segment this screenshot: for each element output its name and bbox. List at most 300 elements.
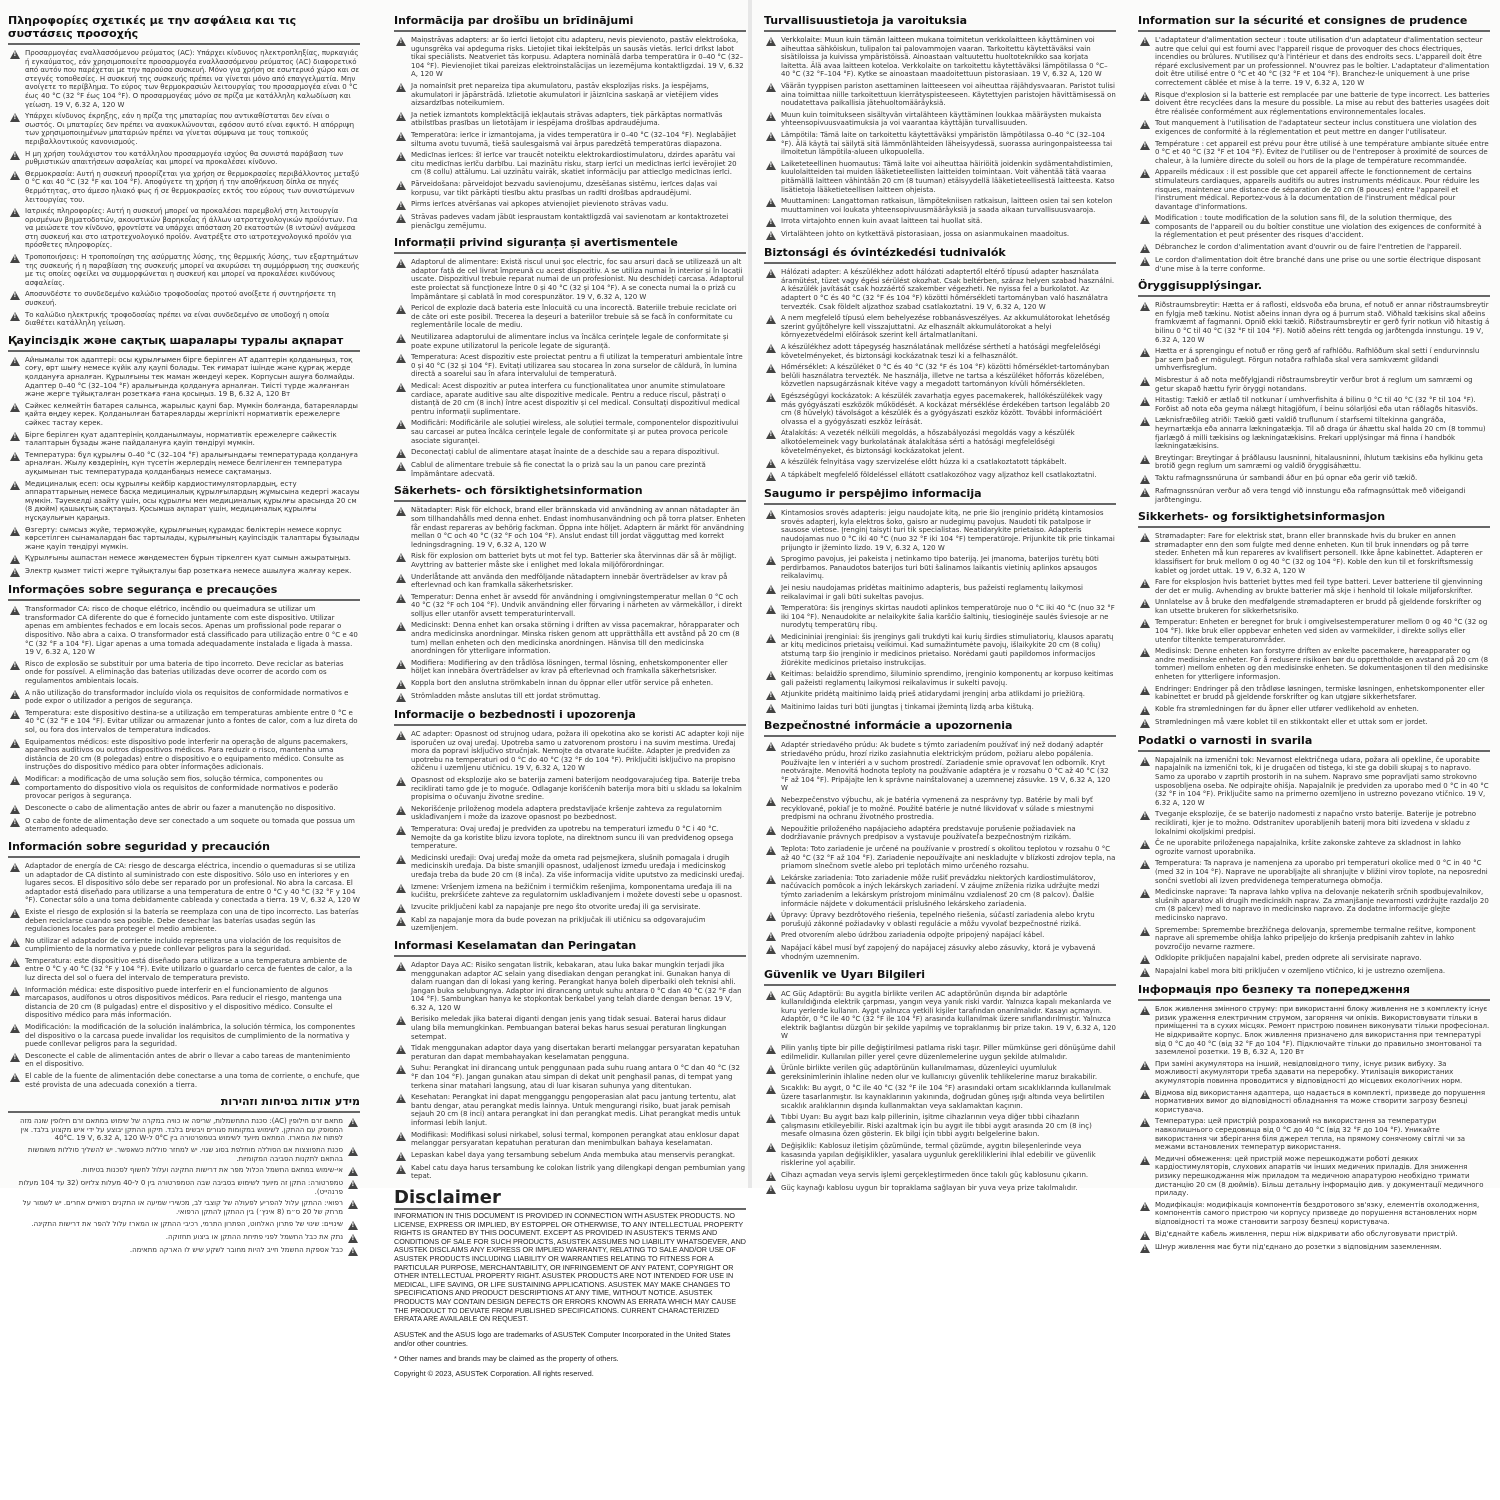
warning-text: Lämpötila: Tämä laite on tarkoitettu käytettäväksi ympäristön lämpötilassa 0–40 °C (32–104 °F). Älä käytä tai säilytä sitä lämmönlähteiden läheisyydessä, suorassa auringonpaisteessa tai ilmoitetun lämpötila-alueen ulkopuolella. <box>781 130 1113 157</box>
warning-item <box>394 692 746 702</box>
section-title: Güvenlik ve Uyarı Bilgileri <box>764 968 1116 986</box>
warning-item <box>1138 1155 1490 1198</box>
warning-item <box>1138 954 1490 964</box>
warning-item <box>1138 1117 1490 1151</box>
warning-item <box>764 555 1116 581</box>
warning-triangle-icon <box>1140 927 1150 936</box>
warning-triangle-icon <box>396 132 406 141</box>
warning-text: Tveganje eksplozije, če se baterijo nadomesti z napačno vrsto baterije. Baterije je potrebno reciklirati, kjer je to možno. Odstranitev uporabljenih baterij mora biti izvedena v skladu z lokalnimi okoljskimi predpisi. <box>1155 810 1477 836</box>
warning-item <box>394 903 746 913</box>
warning-triangle-icon <box>766 315 776 324</box>
warning-text: Medicinski uređaji: Ovaj uređaj može da ometa rad pejsmejkera, slušnih pomagala i drugih medicinskih uređaja. Da biste smanjili opasnost, udaljenost između uređaja i medicinskog uređaja treba da bude 20 cm (8 inča). Za više informacija vidite uputstvo za medicinski uređaj. <box>411 853 745 879</box>
warning-item <box>764 1064 1116 1081</box>
warning-text: Risk för explosion om batteriet byts ut mot fel typ. Batterier ska återvinnas där så är möjligt. Avyttring av batterier måste ske i enlighet med lokala miljöförordningar. <box>411 552 737 569</box>
warning-text: Сәйкес келмейтін батарея салынса, жарылыс қаупі бар. Мүмкін болғанда, батареяларды қайта өңдеу керек. Қолданылған батареяларды жергілікті нормативтік ережелерге сәйкес тастау керек. <box>25 401 358 427</box>
warning-text: Від'єднайте кабель живлення, перш ніж відкривати або обслуговувати пристрій. <box>1155 1229 1458 1238</box>
warning-text: L'adaptateur d'alimentation secteur : toute utilisation d'un adaptateur d'alimentation secteur autre que celui qui est fourni avec l'appareil risque de provoquer des chocs électriques, incendies ou brûlures. N'utilisez qu'à l'intérieur et dans des endroits secs. L'appareil doit être réparé exclusivement par un professionnel. N'ouvrez pas le boîtier. L'adaptateur d'alimentation doit être utilisé entre 0 °C et 40 °C (32 °F et 104 °F). Branchez-le uniquement à une prise correctement câblée et mise à la terre. 19 V, 6.32 A, 120 W <box>1155 36 1490 87</box>
warning-triangle-icon <box>10 555 20 564</box>
safety-section <box>394 236 746 478</box>
warning-triangle-icon <box>1140 475 1150 484</box>
safety-section <box>394 484 746 702</box>
warning-triangle-icon <box>766 1185 776 1194</box>
warning-text: Le cordon d'alimentation doit être branché dans une prise ou une sortie électrique disposant d'une mise à la terre conforme. <box>1155 256 1481 273</box>
warning-item <box>8 986 360 1020</box>
warning-item <box>8 526 360 552</box>
warning-item <box>394 1044 746 1061</box>
warning-item <box>764 1171 1116 1181</box>
warning-text: Adaptador de energía de CA: riesgo de descarga eléctrica, incendio o quemaduras si se utiliza un adaptador de CA distinto al suministrado con este dispositivo. Sólo uso en interiores y en lugares secos. El dispositivo sólo debe ser reparado por un profesional. No abra la carcasa. El adaptador está diseñado para utilizarse a una temperatura de entre 0 °C y 40 °C (32 °F y 104 °F). Conectar sólo a una toma debidamente cableada y conectada a tierra. 19 V, 6.32 A, 120 W <box>25 861 360 905</box>
warning-item <box>764 931 1116 941</box>
warning-text: Tıbbi Uyarı: Bu aygıt bazı kalp pillerinin, işitme cihazlarının veya diğer tıbbi cihazların çalışmasını etkileyebilir. Riski azaltmak için bu aygıt ile tıbbi aygıt arasında 20 cm (8 inç) mesafe olmasına özen gösterin. Ek bilgi için tıbbi aygıtı belgelerine bakın. <box>781 1113 1092 1139</box>
column-1 <box>8 12 360 1254</box>
warning-item <box>1138 36 1490 88</box>
warning-text: Medicinskt: Denna enhet kan orsaka störning i driften av vissa pacemakrar, hörapparater och andra medicinska anordningar. Minska risken genom att upprätthålla ett avstånd på 20 cm (8 tum) mellan enheten och den medicinska anordningen. Hänvisa till den medicinska anordningen för ytterligare information. <box>411 621 740 656</box>
warning-triangle-icon <box>396 1045 406 1054</box>
warning-triangle-icon <box>10 739 20 748</box>
warning-triangle-icon <box>1140 92 1150 101</box>
warning-triangle-icon <box>766 430 776 439</box>
warning-text: Modifikasi: Modifikasi solusi nirkabel, solusi termal, komponen perangkat atau enklosur dapat melanggar persyaratan kepatuhan peraturan dan menimbulkan bahaya keselamatan. <box>411 1130 740 1148</box>
warning-text: AC adapter: Opasnost od strujnog udara, požara ili opekotina ako se koristi AC adapter koji nije isporučen uz ovaj uređaj. Upotreba samo u zatvorenom prostoru i na suvim mestima. Uređaj mora da popravi isključivo stručnjak. Nemojte da otvarate kućište. Adapter je predviđen za upotrebu na temperaturi od 0 °C do 40 °C (32 °F do 104 °F). Priključiti isključivo na propisno ožičenu i uzemljenu utičnicu. 19 V, 6.32 A, 120 W <box>411 730 745 773</box>
warning-triangle-icon <box>396 574 406 583</box>
warning-triangle-icon <box>766 585 776 594</box>
warning-triangle-icon <box>10 1053 20 1062</box>
warning-triangle-icon <box>396 855 406 864</box>
warning-text: Шнур живлення має бути під'єднано до розетки з відповідним заземленням. <box>1155 1242 1442 1251</box>
warning-item <box>8 709 360 735</box>
section-title: Información sobre seguridad y precaución <box>8 840 360 858</box>
warning-triangle-icon <box>1140 169 1150 178</box>
warning-triangle-icon <box>396 1132 406 1141</box>
warning-text: Virtalähteen johto on kytkettävä pistorasiaan, jossa on asianmukainen maadoitus. <box>781 230 1070 239</box>
warning-triangle-icon <box>1140 811 1150 820</box>
warning-triangle-icon <box>396 680 406 689</box>
warning-triangle-icon <box>1140 889 1150 898</box>
safety-section <box>8 334 360 577</box>
warning-triangle-icon <box>766 671 776 680</box>
warning-text: Προσαρμογέας εναλλασσόμενου ρεύματος (AC): Υπάρχει κίνδυνος ηλεκτροπληξίας, πυρκαγιάς ή εγκαύματος, εάν χρησιμοποιείτε προσαρμογέα εναλλασσόμενου ρεύματος (AC) διαφορετικό από αυτόν που παρέχεται με την παρούσα συσκευή. Μόνο για χρήση σε εσωτερικό χώρο και σε στεγνές τοποθεσίες. Η συσκευή της συσκευής πρέπει να γίνεται μόνο από επαγγελματία. Μην ανοίγετε το περίβλημα. Το εύρος των θερμοκρασιών λειτουργίας του προσαρμογέα είναι 0 °C έως 40 °C (32 °F έως 104 °F). Ο προσαρμογέας μόνο σε πρίζα με κατάλληλη καλωδίωση και γείωση. 19 V, 6.32 A, 120 W <box>25 49 360 109</box>
warning-triangle-icon <box>10 661 20 670</box>
warning-triangle-icon <box>766 742 776 751</box>
warning-text: Відмова від використання адаптера, що надається в комплекті, призведе до порушення нормативних вимог до відповідності обладнання та може створити загрозу безпеці користувача. <box>1155 1088 1486 1114</box>
warning-item <box>8 1072 360 1089</box>
section-title: Saugumo ir perspėjimo informacija <box>764 487 1116 505</box>
warning-text: Sprogimo pavojus, jei pakeista į netinkamo tipo bateriją. Jei įmanoma, baterijos turėtų būti perdirbamos. Panaudotos baterijos turi būti šalinamos laikantis vietinių aplinkos apsaugos reikalavimų. <box>781 555 1099 581</box>
warning-text: A készülékhez adott tápegység használatának mellőzése sérthetí a hatósági megfelelőségi követelményeket, és biztonsági kockázatnak teszi ki a felhasználót. <box>781 343 1101 360</box>
warning-triangle-icon <box>766 459 776 468</box>
warning-item <box>1138 214 1490 240</box>
warning-triangle-icon <box>766 1085 776 1094</box>
warning-text: Desconecte el cable de alimentación antes de abrir o llevar a cabo tareas de mantenimiento en el dispositivo. <box>25 1051 351 1069</box>
warning-triangle-icon <box>766 269 776 278</box>
warning-triangle-icon <box>1140 1006 1150 1015</box>
warning-text: Ja netiek izmantots komplektācijā iekļautais strāvas adapters, tiek pārkāptas normatīvās atbilstības prasības un lietotājam ir iespējama drošības apdraudējuma. <box>411 110 723 128</box>
warning-item <box>764 363 1116 389</box>
warning-item <box>764 392 1116 426</box>
warning-text: Cablul de alimentare trebuie să fie conectat la o priză sau la un panou care prezintă împământare adecvată. <box>411 461 706 478</box>
warning-text: Fare for eksplosjon hvis batteriet byttes med feil type batteri. Lever batteriene til gjenvinning der det er mulig. Avhending av brukte batterier må skje i henhold til lokale miljøforskrifter. <box>1155 578 1483 595</box>
warning-triangle-icon <box>1140 648 1150 657</box>
warning-item <box>1138 168 1490 211</box>
section-title: Informații privind siguranța și avertismentele <box>394 236 746 254</box>
warning-triangle-icon <box>396 806 406 815</box>
warning-item <box>1138 839 1490 856</box>
warning-text: Atjunkite pridėtą maitinimo laidą prieš atidarydami įrenginį arba atlikdami jo priežiūrą. <box>781 690 1085 699</box>
warning-triangle-icon <box>1140 860 1150 869</box>
warning-item <box>764 874 1116 908</box>
warning-triangle-icon <box>396 826 406 835</box>
warning-item <box>394 419 746 445</box>
section-title: Turvallisuustietoja ja varoituksia <box>764 14 1116 32</box>
warning-text: Opasnost od eksplozije ako se baterija zameni baterijom neodgovarajućeg tipa. Baterije treba reciklirati tamo gde je to moguće. Odlaganje korišćenih baterija mora biti u skladu sa lokalnim propisima o očuvanju životne sredine. <box>411 776 742 802</box>
warning-triangle-icon <box>396 214 406 223</box>
warning-triangle-icon <box>10 818 20 827</box>
warning-triangle-icon <box>1140 719 1150 728</box>
warning-triangle-icon <box>10 606 20 615</box>
warning-text: Egészségügyi kockázatok: A készülék zavarhatja egyes pacemakerek, hallókészülékek vagy más gyógyászati eszközök működését. A kockázat mérséklése érdekében tartson legalább 20 cm (8 hüvelyk) távolságot a készülék és a gyógyászati eszköz között. További információért olvassa el a gyógyászati eszköz leírását. <box>781 392 1110 426</box>
warning-text: No utilizar el adaptador de corriente incluido representa una violación de los requisitos de cumplimiento de la normativa y puede conllevar peligros para la seguridad. <box>25 936 341 954</box>
warning-triangle-icon <box>1140 757 1150 766</box>
warning-text: Endringer: Endringer på den trådløse løsningen, termiske løsningen, enhetskomponenter eller kabinettet er brudd på gjeldende forskrifter og kan utgjøre sikkerhetsfarer. <box>1155 684 1485 702</box>
warning-text: Nätadapter: Risk för elchock, brand eller brännskada vid användning av annan nätadapter än som tillhandahålls med denna enhet. Endast inomhusanvändning och på torra platser. Enheten får endast repareras av behörig fackman. Öppna inte höljet. Adaptern är märkt för användning mellan 0 °C och 40 °C (32 °F och 104 °F). Anslut endast till jordat vägguttag med korrekt ledningsdragning. 19 V, 6.32 A, 120 W <box>411 506 746 549</box>
warning-triangle-icon <box>766 364 776 373</box>
warning-item <box>394 961 746 1013</box>
warning-triangle-icon <box>766 932 776 941</box>
warning-text: Modification : toute modification de la solution sans fil, de la solution thermique, des composants de l'appareil ou du boîtier constitue une violation des exigences de conformité à la réglementation et peut présenter des risques d'accident. <box>1155 214 1482 240</box>
safety-section <box>764 246 1116 481</box>
warning-text: Pārveidošana: pārveidojot bezvadu savienojumu, dzesēšanas sistēmu, ierīces daļas vai korpusu, var tikt pārkāpti tiesību aktu prasības un radīti drošības apdraudējumi. <box>411 179 718 197</box>
warning-item <box>394 883 746 900</box>
warning-item <box>8 253 360 287</box>
warning-triangle-icon <box>396 181 406 190</box>
warning-text: Ιατρικές πληροφορίες: Αυτή η συσκευή μπορεί να προκαλέσει παρεμβολή στη λειτουργία ορισμένων βηματοδοτών, ακουστικών βαρηκοΐας ή άλλων ιατροτεχνολογικών προϊόντων. Για να μειώσετε τον κίνδυνο, φροντίστε να υπάρχει απόσταση 20 εκατοστών (8 ιντσών) ανάμεσα στη συσκευή και στο ιατροτεχνολογικό προϊόν. Ανατρέξτε στο ιατροτεχνολογικό προϊόν για πρόσθετες πληροφορίες. <box>25 207 358 250</box>
warning-text: Cihazı açmadan veya servis işlemi gerçekleştirmeden önce takılı güç kablosunu çıkarın. <box>781 1170 1089 1179</box>
warning-triangle-icon <box>766 691 776 700</box>
warning-text: Η μη χρήση τουλάχιστον του κατάλληλου προσαρμογέα ισχύος θα συνιστά παράβαση των ρυθμιστικών απαιτήσεων ασφαλείας και μπορεί να προκαλέσει κίνδυνο. <box>25 149 344 167</box>
warning-triangle-icon <box>1140 455 1150 464</box>
warning-text: Айнымалы ток адаптері: осы құрылғымен бірге берілген АТ адаптерін қолданыңыз, тоқ соғу, өрт шығу немесе күйік алу қаупі болады. Тек ғимарат ішінде және құрғақ жерде қолдануға арналған. Құрылғыны тек маман жөндеуі керек. Корпусын ашуға болмайды. Адаптер 0–40 °C (32–104 °F) аралығында қолдануға арналған. Тиісті түрде жалғанған және жерге тұйықталған розеткаға ғана қосыңыз. 19 В, 6.32 А, 120 Вт <box>25 355 355 399</box>
warning-text: Appareils médicaux : il est possible que cet appareil affecte le fonctionnement de certains stimulateurs cardiaques, appareils auditifs ou autres instruments médicaux. Pour réduire les risques, maintenez une distance de séparation de 20 cm (8 pouces) entre l'appareil et l'instrument médical. Reportez-vous à la documentation de l'instrument médical pour davantage d'informations. <box>1155 168 1480 211</box>
warning-text: Nebezpečenstvo výbuchu, ak je batéria vymenená za nesprávny typ. Batérie by mali byť recyklované, pokiaľ je to možné. Použité batérie je nutné likvidovať v súlade s miestnymi predpismi na ochranu životného prostredia. <box>781 796 1094 822</box>
warning-triangle-icon <box>10 254 20 263</box>
warning-item <box>8 957 360 983</box>
warning-item <box>8 660 360 686</box>
warning-triangle-icon <box>1140 1156 1150 1165</box>
warning-text: Το καλώδιο ηλεκτρικής τροφοδοσίας πρέπει να είναι συνδεδεμένο σε υποδοχή η οποία διαθέτει κατάλληλη γείωση. <box>25 310 330 328</box>
warning-item <box>8 738 360 772</box>
warning-item <box>764 825 1116 842</box>
warning-text: Pilin yanlış tipte bir pille değiştirilmesi patlama riski taşır. Piller mümkünse geri dönüşüme dahil edilmelidir. Kullanılan piller yerel çevre düzenlemelerine uygun şekilde atılmalıdır. <box>781 1044 1116 1061</box>
warning-triangle-icon <box>766 1065 776 1074</box>
warning-text: סכנת התפוצצות אם הסוללה מוחלפת בסוג שגוי. יש למחזר סוללות כשאפשר. יש להשליך סוללות משומשות בהתאם לתקנות הסביבה המקומיות. <box>27 1145 343 1163</box>
warning-text: Өзгерту: сымсыз жүйе, терможүйе, құрылғының құрамдас бөліктерін немесе корпус көрсетілген сынамалардан бас тартылады, құрылғының қауіпсіздік талаптары бұзылады және қауіп төндіруі мүмкін. <box>25 525 360 551</box>
warning-item <box>394 593 746 619</box>
warning-triangle-icon <box>1140 120 1150 129</box>
warning-triangle-icon <box>396 1152 406 1161</box>
warning-text: Unnlatelse av å bruke den medfølgende strømadapteren er brudd på gjeldende forskrifter og kan utsette brukeren for sikkerhetsrisiko. <box>1155 598 1482 615</box>
warning-item <box>8 431 360 448</box>
warning-item <box>1138 718 1490 728</box>
warning-text: Spremembe: Spremembe brezžičnega delovanja, spremembe termalne rešitve, komponent naprave ali spremembe ohišja lahko pripeljejo do kršenja predpisanih zahtev in lahko povzročijo nevarne razmere. <box>1155 925 1476 951</box>
section-title: Informasi Keselamatan dan Peringatan <box>394 939 746 957</box>
warning-item <box>1138 1230 1490 1240</box>
warning-triangle-icon <box>396 305 406 314</box>
warning-triangle-icon <box>396 462 406 471</box>
warning-triangle-icon <box>396 37 406 46</box>
warning-triangle-icon <box>1140 686 1150 695</box>
warning-triangle-icon <box>10 1073 20 1082</box>
warning-triangle-icon <box>1140 1090 1150 1099</box>
warning-triangle-icon <box>1140 955 1150 964</box>
warning-item <box>394 1093 746 1127</box>
warning-text: Koppla bort den anslutna strömkabeln innan du öppnar eller utför service på enheten. <box>411 679 714 688</box>
warning-text: Información médica: este dispositivo puede interferir en el funcionamiento de algunos marcapasos, audífonos u otros dispositivos médicos. Para reducir el riesgo, mantenga una distancia de 20 cm (8 pulgadas) entre el dispositivo y el dispositivo médico. Consulte el dispositivo médico para más información. <box>25 985 342 1020</box>
warning-triangle-icon <box>1140 257 1150 266</box>
warning-text: Rafmagnssnúran verður að vera tengd við innstungu eða rafmagnsúttak með viðeigandi jarðtengingu. <box>1155 486 1466 504</box>
warning-item <box>1138 756 1490 808</box>
warning-triangle-icon <box>396 112 406 121</box>
warning-triangle-icon <box>348 1221 358 1230</box>
warning-item <box>8 1117 360 1143</box>
warning-text: טמפרטורה: התקן זה מיועד לשימוש בסביבה שבה הטמפרטורה בין 0 ל-40 מעלות צלזיוס (32 עד 104 מעלות פרנהייט). <box>18 1179 343 1196</box>
warning-triangle-icon <box>766 1114 776 1123</box>
warning-text: Tout manquement à l'utilisation de l'adaptateur secteur inclus constituera une violation des exigences de conformité à la réglementation et peut mettre en danger l'utilisateur. <box>1155 119 1477 136</box>
warning-text: O cabo de fonte de alimentação deve ser conectado a um soquete ou tomada que possua um aterramento adequado. <box>25 816 355 834</box>
warning-text: Izmene: Vršenjem izmena na bežičnim i termičkim rešenjima, komponentama uređaja ili na kućištu, prekršićete zahteve za regulatornim usklađivanjem i možete dovesti sebe u opasnost. <box>411 882 743 900</box>
warning-text: Temperatura: este dispositivo destina-se a utilização em temperaturas ambiente entre 0 °C e 40 °C (32 °F e 104 °F). Evitar utilizar ou armazenar junto a fontes de calor, com a luz direta do sol, ou fora dos intervalos de temperatura indicados. <box>25 708 358 734</box>
warning-item <box>764 741 1116 793</box>
section-title: Information sur la sécurité et consignes de prudence <box>1138 14 1490 32</box>
warning-triangle-icon <box>10 958 20 967</box>
warning-text: Αποσυνδέστε το συνδεδεμένο καλώδιο τροφοδοσίας προτού ανοίξετε ή συντηρήσετε τη συσκευή. <box>25 290 336 308</box>
warning-text: שינויים: שינוי של פתרון האלחוט, הפתרון התרמי, רכיבי ההתקן או המארז עלול להפר את דרישות התקינה. <box>31 1219 343 1228</box>
warning-text: Modifiera: Modifiering av den trådlösa lösningen, termal lösning, enhetskomponenter eller höljet kan innebära överträdelser av krav på efterlevnad och framkalla säkerhetsrisker. <box>411 658 728 676</box>
warning-triangle-icon <box>1140 397 1150 406</box>
warning-triangle-icon <box>348 1167 358 1176</box>
warning-text: Kabel catu daya harus tersambung ke colokan listrik yang dilengkapi dengan pembumian yang tepat. <box>411 1163 746 1181</box>
left-page <box>0 0 748 1378</box>
warning-triangle-icon <box>1140 488 1150 497</box>
safety-section <box>1138 510 1490 728</box>
warning-text: A tápkábelt megfelelő földeléssel ellátott csatlakozóhoz vagy aljzathoz kell csatlakoztatni. <box>781 471 1097 480</box>
warning-item <box>8 804 360 814</box>
warning-item <box>394 1164 746 1181</box>
warning-text: Teplota: Toto zariadenie je určené na používanie v prostredí s okolitou teplotou v rozsahu 0 °C až 40 °C (32 °F až 104 °F). Zariadenie nepoužívajte ani neskladujte v blízkosti zdrojov tepla, na priamom slnečnom svetle alebo pri teplotách mimo určeného rozsahu. <box>781 844 1116 871</box>
warning-item <box>764 509 1116 552</box>
other-brands-note: * Other names and brands may be claimed as the property of others. <box>394 1353 619 1363</box>
warning-triangle-icon <box>396 152 406 161</box>
warning-text: Če ne uporabite priloženega napajalnika, kršite zakonske zahteve za skladnost in lahko ogrozite varnost uporabnika. <box>1155 839 1461 856</box>
warning-triangle-icon <box>396 917 406 926</box>
warning-triangle-icon <box>10 357 20 366</box>
warning-item <box>764 36 1116 79</box>
warning-item <box>394 776 746 802</box>
section-title: Bezpečnostné informácie a upozornenia <box>764 719 1116 737</box>
warning-item <box>8 862 360 905</box>
warning-text: Güç kaynağı kablosu uygun bir topraklama sağlayan bir yuva veya prize takılmalıdır. <box>781 1183 1078 1192</box>
warning-item <box>8 908 360 934</box>
warning-item <box>8 356 360 399</box>
warning-item <box>394 382 746 416</box>
warning-item <box>764 111 1116 128</box>
warning-item <box>764 604 1116 630</box>
warning-item <box>764 845 1116 871</box>
warning-text: Medisinsk: Denne enheten kan forstyrre driften av enkelte pacemakere, høreapparater og andre medisinske enheter. For å redusere risikoen bør du opprettholde en avstand på 20 cm (8 tommer) mellom enheten og den medisinske enheten. Se dokumentasjonen til den medisinske enheten for ytterligere informasjon. <box>1155 647 1489 682</box>
safety-section <box>1138 14 1490 273</box>
warning-triangle-icon <box>766 231 776 240</box>
warning-text: Adaptor Daya AC: Risiko sengatan listrik, kebakaran, atau luka bakar mungkin terjadi jika menggunakan adaptor AC selain yang disediakan dengan perangkat ini. Gunakan hanya di dalam ruangan dan di lokasi yang kering. Perangkat hanya boleh diperbaiki oleh teknisi ahli. Jangan buka selubungnya. Adaptor ini dirancang untuk suhu antara 0 °C dan 40 °C (32 °F dan 104 °F). Sambungkan hanya ke stopkontak berkabel yang telah diarde dengan benar. 19 V, 6.32 A, 120 W <box>411 960 742 1012</box>
warning-text: Hætta er á sprengingu ef notuð er röng gerð af rafhlöðu. Rafhlöðum skal setti í endurvinnslu þar sem það er mögulegt. Förgun notaðra rafhlaða skal vera samkvæmt gildandi umhverfisreglum. <box>1155 347 1480 373</box>
warning-item <box>1138 487 1490 504</box>
warning-text: Température : cet appareil est prévu pour être utilisé à une température ambiante située entre 0 °C et 40 °C (32 °F et 104 °F). Évitez de l'utiliser ou de l'entreposer à proximité de sources de chaleur, à la lumière directe du soleil ou hors de la plage de température recommandée. <box>1155 139 1489 165</box>
warning-triangle-icon <box>396 1165 406 1174</box>
warning-item <box>8 402 360 428</box>
section-title: Informācija par drošību un brīdinājumi <box>394 14 746 32</box>
warning-triangle-icon <box>1140 1061 1150 1070</box>
warning-triangle-icon <box>766 1172 776 1181</box>
warning-text: Jei nesiu naudojamas pridėtas maitinimo adapteris, bus pažeisti reglamentų laikymosi reikalavimai ir gali būti sukeltas pavojus. <box>781 583 1083 601</box>
warning-triangle-icon <box>1140 619 1150 628</box>
warning-text: Transformador CA: risco de choque elétrico, incêndio ou queimadura se utilizar um transformador CA diferente do que é fornecido juntamente com este dispositivo. Utilizar apenas em ambientes fechados e em locais secos. Apenas um profissional pode reparar o dispositivo. Não abra a caixa. O transformador está classificado para utilização entre 0 °C e 40 °C (32 °F a 104 °F). Ligar apenas a uma tomada adequadamente instalada e ligada à massa. 19 V, 6.32 A, 120 W <box>25 605 358 657</box>
warning-text: Lepaskan kabel daya yang tersambung sebelum Anda membuka atau menservis perangkat. <box>411 1150 735 1159</box>
warning-item <box>394 36 746 79</box>
warning-triangle-icon <box>396 1094 406 1103</box>
warning-triangle-icon <box>766 510 776 519</box>
warning-triangle-icon <box>396 449 406 458</box>
warning-item <box>8 1179 360 1196</box>
warning-item <box>1138 1005 1490 1057</box>
warning-triangle-icon <box>766 605 776 614</box>
warning-text: Modificar: a modificação de uma solução sem fios, solução térmica, componentes ou comportamento do dispositivo viola os requisitos de conformidade normativos e poderão provocar perigos à segurança. <box>25 774 338 801</box>
warning-text: Desconecte o cabo de alimentação antes de abrir ou fazer a manutenção no dispositivo. <box>25 803 336 812</box>
warning-item <box>394 353 746 379</box>
warning-text: Verkkolaite: Muun kuin tämän laitteen mukana toimitetun verkkolaitteen käyttäminen voi aiheuttaa sähköiskun, tulipalon tai palovammojen vaaran. Tarkoitettu käytettäväksi vain sisätiloissa ja kuivissa ympäristöissä. Ainoastaan valtuutettu huoltoteknikko saa korjata laitetta. Älä avaa laitteen koteloa. Verkkolaite on tarkoitettu käytettäväksi lämpötilassa 0 °C–40 °C (32 °F–104 °F). Kytke se ainoastaan maadoitettuun pistorasiaan. 19 V, 6.32 A, 120 W <box>781 36 1108 79</box>
safety-section <box>1138 279 1490 504</box>
warning-triangle-icon <box>10 291 20 300</box>
warning-triangle-icon <box>766 704 776 713</box>
warning-triangle-icon <box>10 113 20 122</box>
warning-triangle-icon <box>1140 1202 1150 1211</box>
section-title: Biztonsági és óvintézkedési tudnivalók <box>764 246 1116 264</box>
warning-text: Risco de explosão se substituir por uma bateria de tipo incorreto. Deve reciclar as baterias onde for possível. A eliminação das baterias utilizadas deve ocorrer de acordo com os regulamentos ambientais locais. <box>25 659 344 686</box>
warning-text: Ja nomainīsit pret nepareiza tipa akumulatoru, pastāv eksplozijas risks. Ja iespējams, akumulatori ir jāpārstrādā. Izlietotie akumulatori ir jāiznīcina saskaņā ar vietējiem vides aizsardzības noteikumiem. <box>411 81 719 108</box>
warning-item <box>394 82 746 108</box>
warning-item <box>394 621 746 655</box>
warning-triangle-icon <box>766 83 776 92</box>
warning-text: Strømadapter: Fare for elektrisk støt, brann eller brannskade hvis du bruker en annen strømadapter enn den som fulgte med denne enheten. Kun til bruk innendørs og på tørre steder. Enheten må kun repareres av kvalifisert personell. Ikke åpne kabinettet. Adapteren er klassifisert for bruk mellom 0 og 40 °C (32 og 104 °F). Koble den kun til et forskriftsmessig kablet og jordet uttak. 19 V, 6.32 A, 120 W <box>1155 532 1483 575</box>
warning-item <box>764 1044 1116 1061</box>
section-title: Πληροφορίες σχετικές με την ασφάλεια και τις συστάσεις προσοχής <box>8 14 360 45</box>
safety-section <box>1138 983 1490 1252</box>
warning-item <box>1138 1201 1490 1227</box>
warning-text: Temperatur: Denna enhet är avsedd för användning i omgivningstemperatur mellan 0 °C och 40 °C (32 °F och 104 °F). Undvik användning eller förvaring i närheten av värmekällor, i direkt solljus eller utanför avsett temperaturintervall. <box>411 592 743 618</box>
section-title: Sikkerhets- og forsiktighetsinformasjon <box>1138 510 1490 528</box>
warning-text: A não utilização do transformador incluído viola os requisitos de conformidade normativos e pode expor o utilizador a perigos de segurança. <box>25 688 349 706</box>
warning-item <box>764 458 1116 468</box>
warning-item <box>1138 376 1490 393</box>
warning-text: Модифікація: модифікація компонентів бездротового зв'язку, елементів охолодження, компонентів самого пристрою чи корпусу призведе до порушення встановлених норм відповідності та може становити загрозу безпеці користувача. <box>1155 1200 1480 1226</box>
warning-triangle-icon <box>766 875 776 884</box>
warning-item <box>764 944 1116 961</box>
warning-item <box>764 160 1116 194</box>
warning-triangle-icon <box>10 403 20 412</box>
warning-item <box>1138 578 1490 595</box>
warning-item <box>764 796 1116 822</box>
warning-text: Pericol de explozie dacă bateria este înlocuită cu una incorectă. Bateriile trebuie reciclate ori de câte ori este posibil. Trecerea la deșeuri a bateriilor trebuie să se facă în conformitate cu reglementările locale de mediu. <box>411 304 737 330</box>
warning-triangle-icon <box>10 568 20 577</box>
warning-item <box>764 471 1116 481</box>
warning-triangle-icon <box>396 693 406 702</box>
warning-text: Existe el riesgo de explosión si la batería se reemplaza con una de tipo incorrecto. Las baterías deben reciclarse cuando sea posible. Debe desechar las baterías usadas según las regulaciones locales para proteger el medio ambiente. <box>25 907 359 934</box>
warning-text: Strømledningen må være koblet til en stikkontakt eller et uttak som er jordet. <box>1155 717 1428 726</box>
warning-text: Nekorišćenje priloženog modela adaptera predstavljaće kršenje zahteva za regulatornim usklađivanjem i može da izazove opasnost po bezbednost. <box>411 804 722 822</box>
warning-item <box>394 1151 746 1161</box>
warning-item <box>394 304 746 330</box>
warning-item <box>1138 454 1490 471</box>
warning-text: Temperatura: este dispositivo está diseñado para utilizarse a una temperatura ambiente de entre 0 °C y 40 °C (32 °F y 104 °F). Evite utilizarlo o guardarlo cerca de fuentes de calor, a la luz directa del sol o fuera del intervalo de temperatura previsto. <box>25 956 353 983</box>
warning-triangle-icon <box>10 452 20 461</box>
warning-text: Pirms ierīces atvēršanas vai apkopes atvienojiet pievienoto strāvas vadu. <box>411 200 669 209</box>
column-2 <box>394 12 746 1378</box>
warning-triangle-icon <box>1140 968 1150 977</box>
warning-text: Hálózati adapter: A készülékhez adott hálózati adaptertől eltérő típusú adapter használata áramütést, tüzet vagy égési sérülést okozhat. Csak beltérben, száraz helyen szabad használni. A készülék javítását csak hozzáértő szakember végezheti. Ne nyissa fel a burkolatot. Az adaptert 0 °C és 40 °C (32 °F és 104 °F) közötti hőmérsékleti tartományban való használatra tervezték. Csak földelt aljzathoz szabad csatlakoztatni. 19 V, 6.32 A, 120 W <box>781 268 1115 311</box>
warning-item <box>394 461 746 478</box>
warning-text: Değişiklik: Kablosuz iletişim çözümünde, termal çözümde, aygıtın bileşenlerinde veya kasasında yapılan değişiklikler, yasalara uygunluk gerekliliklerini ihlal edebilir ve güvenlik risklerine yol açabilir. <box>781 1142 1096 1168</box>
warning-item <box>8 1199 360 1216</box>
warning-text: Temperatūra: ierīce ir izmantojama, ja vides temperatūra ir 0–40 °C (32–104 °F). Neglabājiet siltuma avotu tuvumā, tiešā saulesgaismā vai ārpus paredzētā temperatūras diapazona. <box>411 130 737 148</box>
warning-triangle-icon <box>766 344 776 353</box>
warning-text: Kabl za napajanje mora da bude povezan na priključak ili utičnicu sa odgovarajućim uzemljenjem. <box>411 915 706 933</box>
warning-text: Læknisfræðileg atriði: Tækið gæti valdið truflunum í starfsemi tiltekinna gangráða, heyrnartækja eða annarra lækningatækja. Til að draga úr áhættu skal halda 20 cm (8 tommu) fjarlægð á milli tækisins og lækningatækisins. Frekari upplýsingar má finna í handbók lækningatækisins. <box>1155 416 1486 451</box>
warning-triangle-icon <box>396 731 406 740</box>
warning-triangle-icon <box>766 945 776 954</box>
warning-triangle-icon <box>1140 1244 1150 1253</box>
warning-text: Débranchez le cordon d'alimentation avant d'ouvrir ou de faire l'entretien de l'appareil. <box>1155 243 1462 252</box>
warning-text: Temperatura: Ovaj uređaj je predviđen za upotrebu na temperaturi između 0 °C i 40 °C. Nemojte da ga koristite blizu izvora toplote, na direktnom suncu ili van predviđenog opsega temperature. <box>411 824 734 851</box>
warning-triangle-icon <box>1140 141 1150 150</box>
safety-section <box>8 1095 360 1255</box>
warning-triangle-icon <box>348 1180 358 1189</box>
warning-item <box>1138 91 1490 117</box>
warning-item <box>8 451 360 477</box>
warning-triangle-icon <box>766 556 776 565</box>
warning-text: Risque d'explosion si la batterie est remplacée par une batterie de type incorrect. Les batteries doivent être recyclées dans la mesure du possible. La mise au rebut des batteries usagées doit être réalisée conformément aux réglementations environnementales locales. <box>1155 90 1490 116</box>
warning-item <box>764 343 1116 360</box>
warning-text: Pred otvorením alebo údržbou zariadenia odpojte pripojený napájací kábel. <box>781 931 1045 940</box>
warning-item <box>394 679 746 689</box>
warning-triangle-icon <box>766 161 776 170</box>
warning-item <box>1138 243 1490 253</box>
warning-item <box>394 448 746 458</box>
warning-text: Muun kuin toimitukseen sisältyvän virtalähteen käyttäminen loukkaa määräysten mukaista yhteensopivuusvaatimuksia ja voi vaarantaa käyttäjän turvallisuuden. <box>781 110 1102 128</box>
warning-item <box>1138 301 1490 344</box>
warning-text: נתק את כבל החשמל לפני פתיחת ההתקן או ביצוע תחזוקה. <box>165 1232 343 1241</box>
warning-text: Электр қызмет тиісті жерге тұйықталуы бар розеткаға немесе ашылуға жалғау керек. <box>25 567 352 576</box>
warning-triangle-icon <box>766 1143 776 1152</box>
warning-triangle-icon <box>348 1118 358 1127</box>
warning-text: Nepoužitie priloženého napájacieho adaptéra predstavuje porušenie požiadaviek na dodržiavanie právnych predpisov a vystavuje používateľa bezpečnostným rizikám. <box>781 824 1076 842</box>
warning-text: Құрылғыны ашпастан немесе жөндеместен бұрын тіркелген қуат сымын ажыратыңыз. <box>25 554 351 563</box>
warning-triangle-icon <box>396 1065 406 1074</box>
warning-item <box>8 311 360 328</box>
warning-triangle-icon <box>10 863 20 872</box>
warning-item <box>764 584 1116 601</box>
warning-triangle-icon <box>396 622 406 631</box>
warning-text: Koble fra strømledningen før du åpner eller utfører vedlikehold av enheten. <box>1155 704 1419 713</box>
warning-triangle-icon <box>766 634 776 643</box>
warning-text: Átalakítás: A vezeték nélküli megoldás, a hőszabályozási megoldás vagy a készülék alkotóelemeinek vagy burkolatának átalakítása sérti a hatósági megfelelőségi követelményeket, és biztonsági kockázatokat jelent. <box>781 429 1075 455</box>
warning-triangle-icon <box>766 846 776 855</box>
